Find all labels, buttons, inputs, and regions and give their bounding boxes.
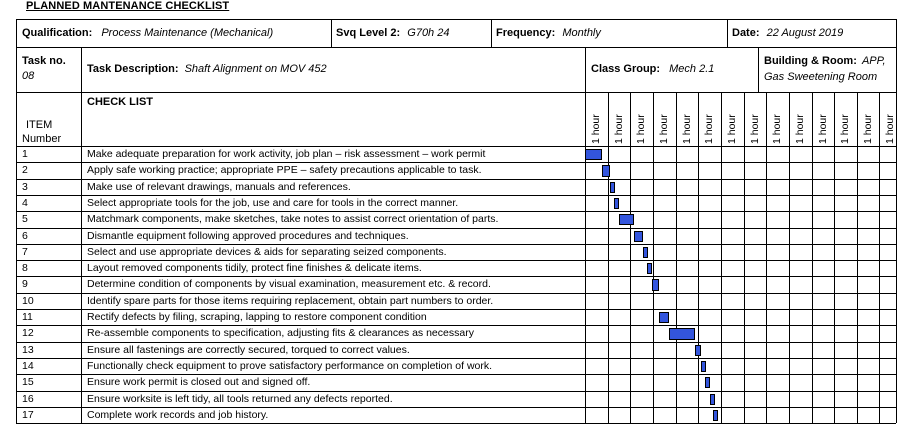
row-divider	[16, 374, 896, 375]
hour-column-label: 1 hour	[725, 114, 738, 144]
item-description: Ensure worksite is left tidy, all tools returned any defects reported.	[87, 392, 393, 405]
row-divider	[16, 391, 896, 392]
row-divider	[16, 228, 896, 229]
qualification-label: Qualification:	[22, 27, 93, 39]
gantt-bar	[643, 247, 648, 258]
building-field	[764, 55, 886, 67]
gantt-bar	[701, 361, 706, 372]
class-group-field	[591, 63, 714, 75]
row-divider	[16, 162, 896, 163]
gantt-bar	[659, 312, 669, 323]
row-divider	[16, 276, 896, 277]
item-number: 6	[22, 229, 28, 242]
row-divider	[16, 211, 896, 212]
hour-column-label: 1 hour	[771, 114, 784, 144]
item-description: Matchmark components, make sketches, take notes to assist correct orientation of parts.	[87, 213, 499, 226]
gantt-bar	[602, 165, 610, 176]
item-description: Functionally check equipment to prove satisfactory performance on completion of work.	[87, 359, 493, 372]
item-number: 7	[22, 245, 28, 258]
task-no-value: 08	[22, 70, 35, 82]
row-divider	[16, 293, 896, 294]
svq-label: Svq Level 2:	[336, 27, 401, 39]
hour-column-label: 1 hour	[635, 114, 648, 144]
item-number: 13	[22, 343, 34, 356]
qualification-field	[22, 27, 273, 39]
row-divider	[16, 309, 896, 310]
table-divider	[585, 47, 586, 423]
item-description: Apply safe working practice; appropriate PPE – safety precautions applicable to task.	[87, 164, 482, 177]
row-divider	[16, 179, 896, 180]
item-number: 9	[22, 278, 28, 291]
row-divider	[16, 342, 896, 343]
item-number: 10	[22, 294, 34, 307]
hour-column-label: 1 hour	[657, 114, 670, 144]
item-number: 17	[22, 408, 34, 421]
row-divider	[16, 260, 896, 261]
hour-column-label: 1 hour	[612, 114, 625, 144]
table-border-left	[16, 19, 17, 423]
item-number: 12	[22, 327, 34, 340]
table-divider	[81, 47, 82, 423]
row-divider	[16, 195, 896, 196]
hour-column-label: 1 hour	[590, 114, 602, 144]
row-divider	[16, 358, 896, 359]
item-description: Re-assemble components to specification, adjusting fits & clearances as necessary	[87, 327, 474, 340]
item-description: Ensure all fastenings are correctly secured, torqued to correct values.	[87, 343, 410, 356]
item-number: 14	[22, 359, 34, 372]
task-description-value: Shaft Alignment on MOV 452	[184, 63, 327, 75]
item-description: Layout removed components tidily, protect fine finishes & delicate items.	[87, 262, 422, 275]
item-number: 8	[22, 262, 28, 275]
building-label: Building & Room:	[764, 55, 857, 67]
table-divider	[16, 92, 896, 93]
task-no-label: Task no.	[22, 55, 66, 67]
hour-column-label: 1 hour	[839, 114, 852, 144]
item-description: Identify spare parts for those items requiring replacement, obtain part numbers to order.	[87, 294, 494, 307]
item-description: Select and use appropriate devices & aids for separating seized components.	[87, 245, 447, 258]
task-description-label: Task Description:	[87, 63, 179, 75]
gantt-bar	[713, 410, 718, 421]
item-description: Make use of relevant drawings, manuals and references.	[87, 180, 351, 193]
item-label: ITEM	[26, 119, 53, 131]
row-divider	[16, 146, 896, 147]
item-number: 5	[22, 213, 28, 226]
svq-value: G70h 24	[407, 27, 450, 39]
task-description-field	[87, 63, 327, 75]
gantt-bar	[614, 198, 619, 209]
date-label: Date:	[732, 27, 760, 39]
item-number: 16	[22, 392, 34, 405]
date-field	[732, 27, 843, 39]
item-description: Complete work records and job history.	[87, 408, 269, 421]
frequency-field	[496, 27, 601, 39]
gantt-bar	[634, 231, 643, 242]
item-description: Rectify defects by filing, scraping, lapping to restore component condition	[87, 311, 427, 323]
item-number: 11	[22, 311, 33, 323]
hour-column-label: 1 hour	[748, 114, 761, 144]
gantt-bar	[710, 394, 715, 405]
item-description: Dismantle equipment following approved procedures and techniques.	[87, 229, 409, 242]
svq-field	[336, 27, 449, 39]
item-description: Determine condition of components by visual examination, measurement etc. & record.	[87, 278, 491, 291]
gantt-bar	[652, 279, 659, 290]
item-number: 15	[22, 376, 34, 389]
item-description: Ensure work permit is closed out and signed off.	[87, 376, 311, 389]
table-border-bottom	[16, 423, 896, 424]
gantt-bar	[585, 149, 602, 160]
item-number: 4	[22, 196, 28, 209]
class-group-value: Mech 2.1	[669, 63, 715, 75]
gantt-bar	[610, 182, 615, 193]
table-divider	[491, 19, 492, 47]
frequency-label: Frequency:	[496, 27, 556, 39]
table-divider	[331, 19, 332, 47]
row-divider	[16, 407, 896, 408]
building-value-1: APP,	[861, 55, 886, 67]
hour-column-label: 1 hour	[793, 114, 806, 144]
hour-column-label: 1 hour	[680, 114, 693, 144]
gantt-bar	[619, 214, 634, 225]
gantt-bar	[695, 345, 701, 356]
number-label: Number	[22, 133, 62, 145]
table-border-top	[16, 19, 896, 20]
hour-column-label: 1 hour	[703, 114, 716, 144]
gantt-bar	[647, 263, 652, 274]
row-divider	[16, 325, 896, 326]
item-number: 1	[22, 148, 28, 160]
hour-column-label: 1 hour	[816, 114, 829, 144]
hour-column-label: 1 hour	[884, 114, 897, 144]
item-description: Make adequate preparation for work activity, job plan – risk assessment – work permit	[87, 148, 486, 160]
frequency-value: Monthly	[562, 27, 601, 39]
qualification-value: Process Maintenance (Mechanical)	[101, 27, 274, 39]
hour-column-label: 1 hour	[861, 114, 874, 144]
gantt-bar	[669, 328, 695, 339]
table-divider	[16, 47, 896, 48]
item-number: 2	[22, 164, 28, 177]
table-border-right	[896, 19, 897, 423]
row-divider	[16, 244, 896, 245]
building-value-2: Gas Sweetening Room	[764, 71, 878, 83]
page-title: PLANNED MANTENANCE CHECKLIST	[26, 0, 230, 12]
item-description: Select appropriate tools for the job, use and care for tools in the correct manner.	[87, 196, 459, 209]
class-group-label: Class Group:	[591, 63, 661, 75]
item-number: 3	[22, 180, 28, 193]
date-value: 22 August 2019	[766, 27, 844, 39]
gantt-bar	[705, 377, 710, 388]
checklist-heading: CHECK LIST	[87, 96, 153, 108]
table-divider	[727, 19, 728, 47]
